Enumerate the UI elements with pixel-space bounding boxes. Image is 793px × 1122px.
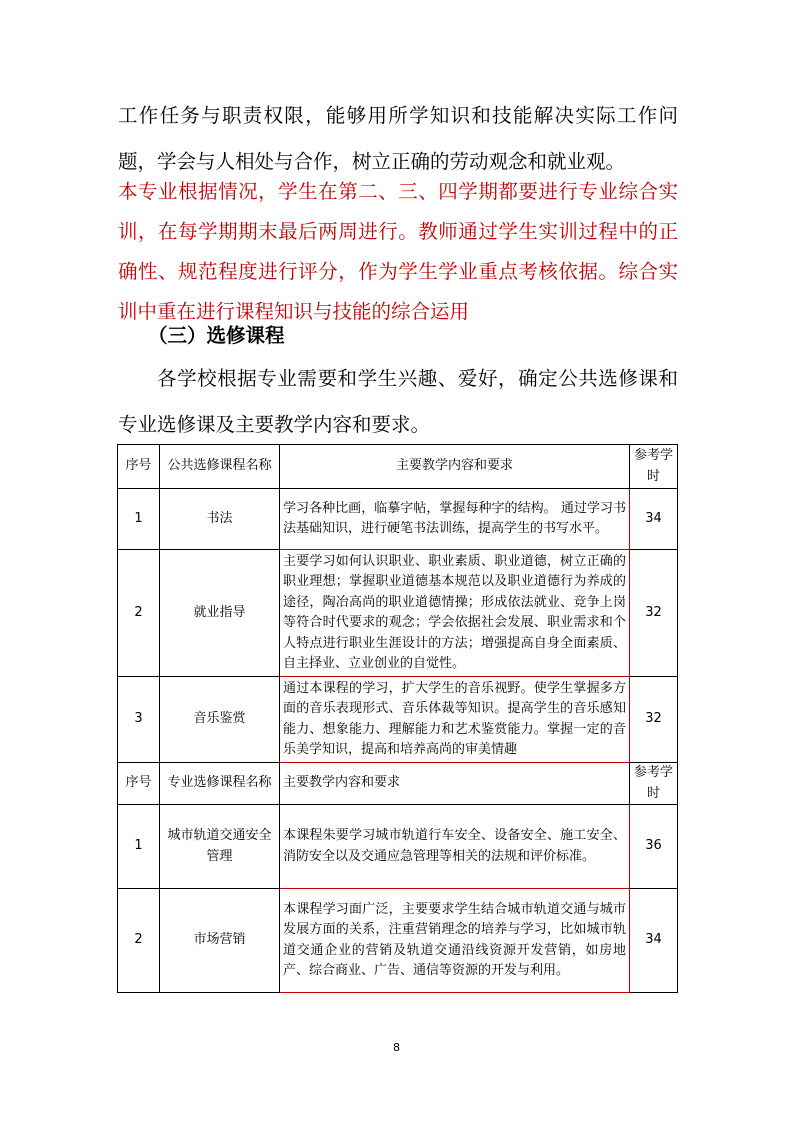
table-header-major xyxy=(118,763,678,805)
row-seq: 2 xyxy=(118,889,160,993)
header-requirements: 主要教学内容和要求 xyxy=(280,445,630,489)
row-requirements: 学习各种比画，临摹字帖，掌握每种字的结构。 通过学习书法基础知识，进行硬笔书法训练，提高学生的书写水平。 xyxy=(280,489,630,550)
row-hours: 32 xyxy=(630,550,678,677)
header-hours: 参考学时 xyxy=(630,763,678,805)
row-hours: 32 xyxy=(630,677,678,763)
row-seq: 2 xyxy=(118,550,160,677)
row-course-name: 书法 xyxy=(160,489,280,550)
row-hours: 34 xyxy=(630,889,678,993)
table-header-public xyxy=(118,445,678,489)
table-row xyxy=(118,489,678,550)
header-public-course-name: 公共选修课程名称 xyxy=(160,445,280,489)
header-requirements: 主要教学内容和要求 xyxy=(280,763,630,805)
row-seq: 3 xyxy=(118,677,160,763)
table-row xyxy=(118,677,678,763)
row-hours: 34 xyxy=(630,489,678,550)
row-seq: 1 xyxy=(118,805,160,889)
elective-courses-table xyxy=(117,444,678,993)
header-major-course-name: 专业选修课程名称 xyxy=(160,763,280,805)
table-row xyxy=(118,805,678,889)
row-course-name: 就业指导 xyxy=(160,550,280,677)
row-course-name: 市场营销 xyxy=(160,889,280,993)
paragraph-continued: 工作任务与职责权限，能够用所学知识和技能解决实际工作问题，学会与人相处与合作，树立正确的劳动观念和就业观。 xyxy=(118,104,678,173)
row-course-name: 城市轨道交通安全管理 xyxy=(160,805,280,889)
row-seq: 1 xyxy=(118,489,160,550)
table-row xyxy=(118,550,678,677)
row-requirements: 本课程朱要学习城市轨道行车安全、设备安全、施工安全、消防安全以及交通应急管理等相关的法规和评价标准。 xyxy=(280,805,630,889)
header-hours: 参考学时 xyxy=(630,445,678,489)
section-heading-electives: （三）选修课程 xyxy=(148,324,285,347)
row-requirements: 通过本课程的学习，扩大学生的音乐视野。使学生掌握多方面的音乐表现形式、音乐体裁等知识。提高学生的音乐感知能力、想象能力、理解能力和艺术鉴赏能力。掌握一定的音乐美学知识，提高和培养高尚的审美情趣 xyxy=(280,677,630,763)
table-row xyxy=(118,889,678,993)
paragraph-intro: 各学校根据专业需要和学生兴趣、爱好，确定公共选修课和专业选修课及主要教学内容和要求。 xyxy=(118,367,678,436)
row-course-name: 音乐鉴赏 xyxy=(160,677,280,763)
row-requirements: 主要学习如何认识职业、职业素质、职业道德，树立正确的职业理想；掌握职业道德基本规范以及职业道德行为养成的途径，陶冶高尚的职业道德情操；形成依法就业、竞争上岗等符合时代要求的观念；学会依据社会发展、职业需求和个人特点进行职业生涯设计的方法；增强提高自身全面素质、自主择业、立业创业的自觉性。 xyxy=(280,550,630,677)
header-seq: 序号 xyxy=(118,445,160,489)
header-seq: 序号 xyxy=(118,763,160,805)
page-number: 8 xyxy=(393,1041,400,1054)
paragraph-training-red: 本专业根据情况，学生在第二、三、四学期都要进行专业综合实训，在每学期期末最后两周进行。教师通过学生实训过程中的正确性、规范程度进行评分，作为学生学业重点考核依据。综合实训中重在进行课程知识与技能的综合运用 xyxy=(118,180,678,323)
row-hours: 36 xyxy=(630,805,678,889)
row-requirements: 本课程学习面广泛，主要要求学生结合城市轨道交通与城市发展方面的关系，注重营销理念的培养与学习，比如城市轨道交通企业的营销及轨道交通沿线资源开发营销，如房地产、综合商业、广告、通信等资源的开发与利用。 xyxy=(280,889,630,993)
